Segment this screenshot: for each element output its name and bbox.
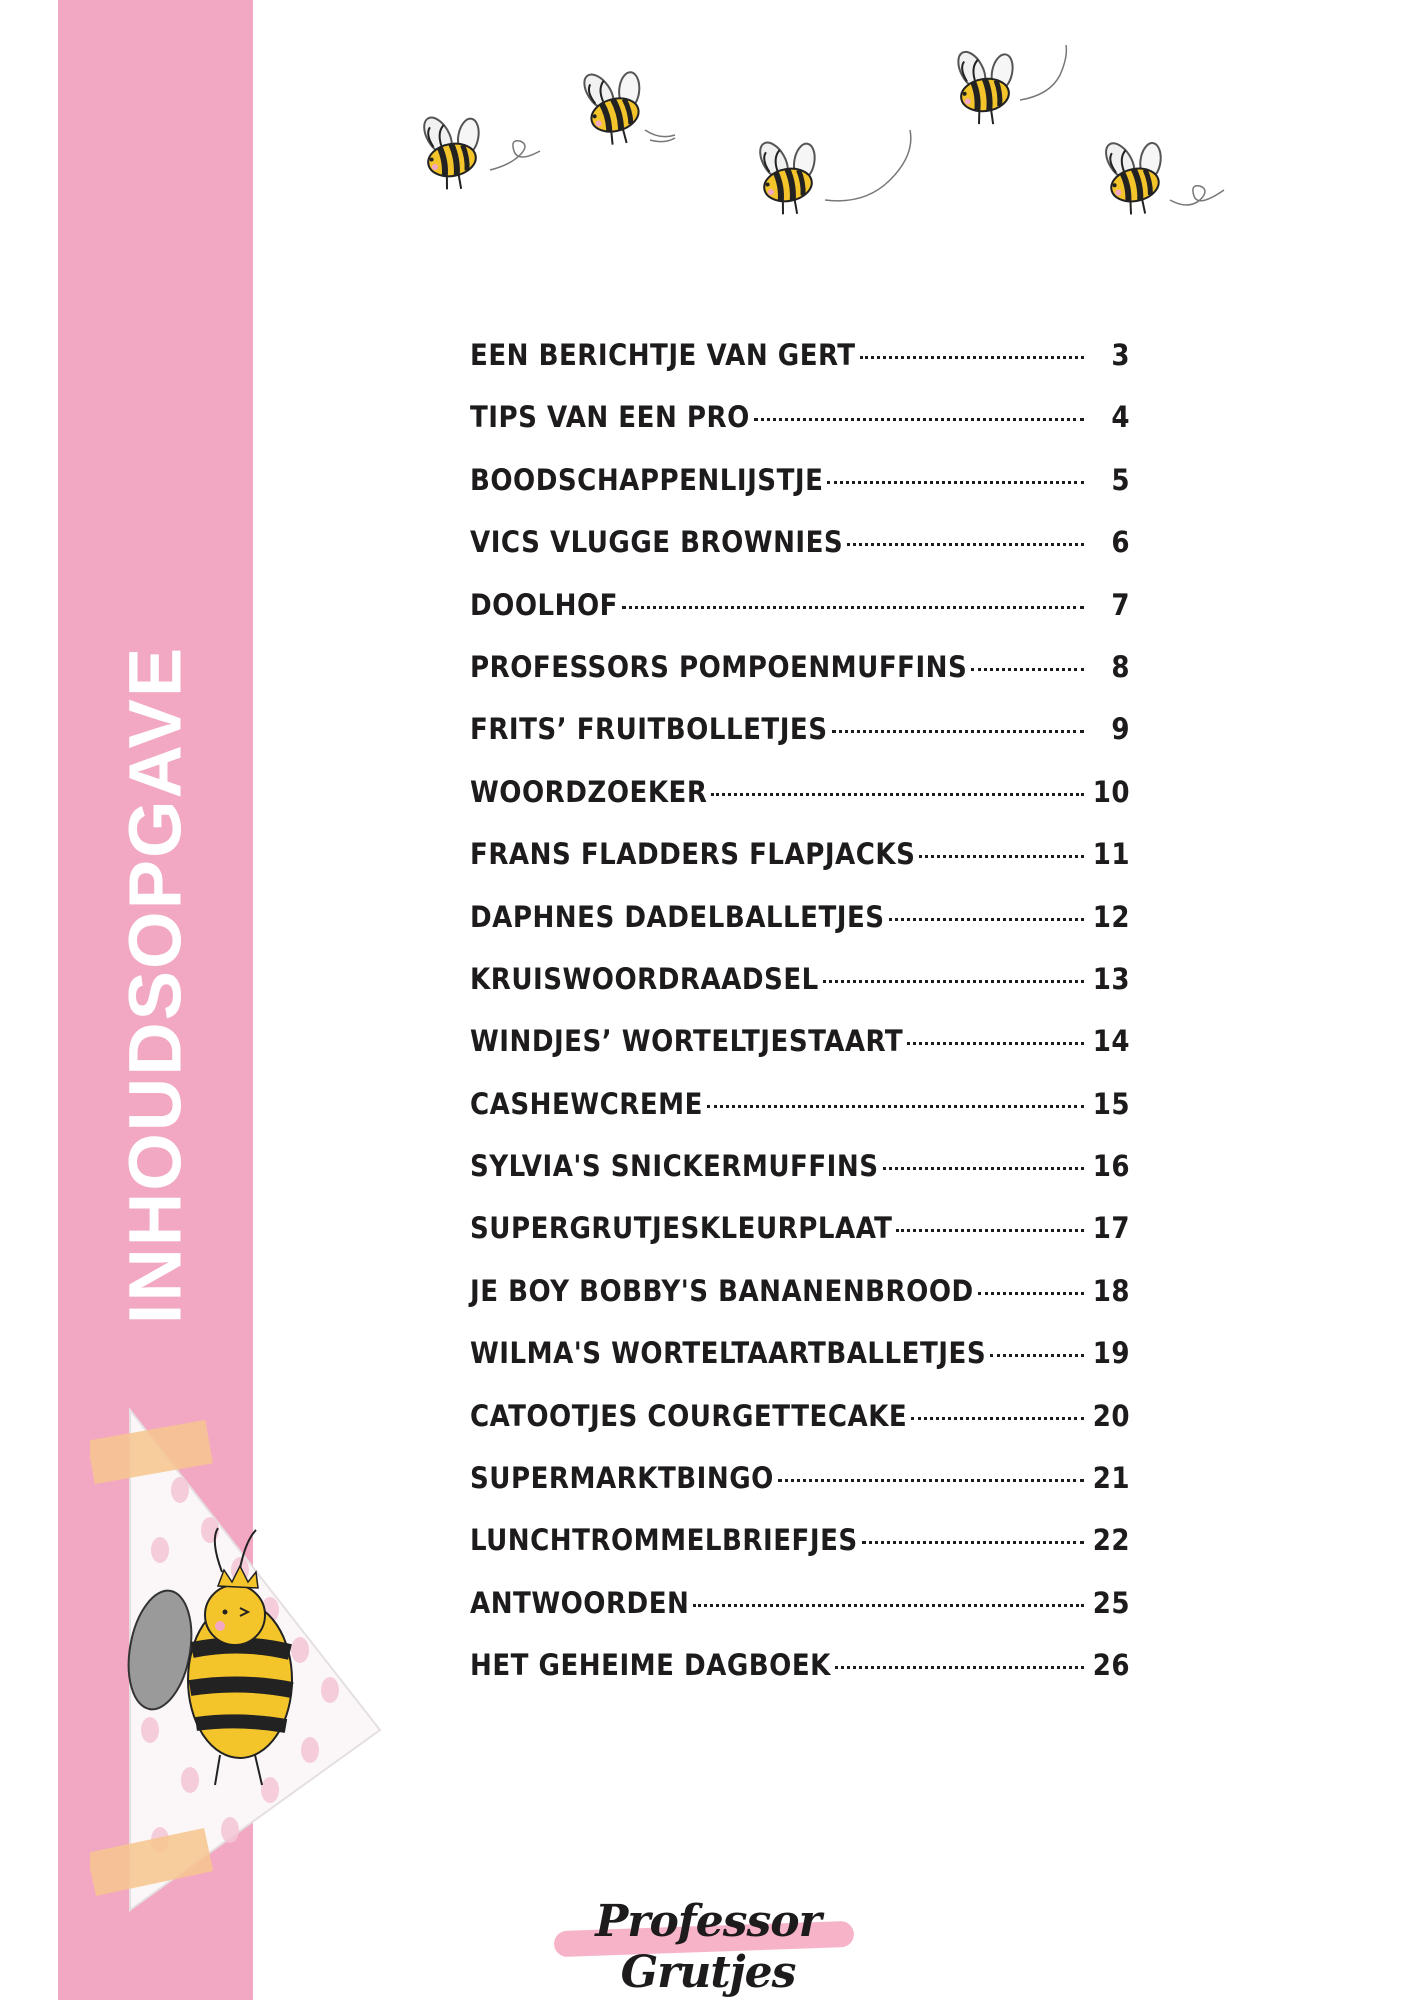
toc-entry-title: JE BOY BOBBY'S BANANENBROOD [470, 1273, 974, 1308]
toc-leader-dots [827, 481, 1084, 484]
toc-leader-dots [971, 668, 1084, 671]
toc-entry-page: 9 [1111, 712, 1130, 747]
toc-entry-title: CASHEWCREME [470, 1086, 703, 1121]
toc-entry[interactable] [470, 712, 1130, 774]
toc-entry-title: LUNCHTROMMELBRIEFJES [470, 1523, 858, 1558]
toc-entry-title: SYLVIA'S SNICKERMUFFINS [470, 1149, 879, 1184]
toc-entry[interactable] [470, 1586, 1130, 1648]
toc-entry-page: 15 [1092, 1086, 1130, 1121]
toc-leader-dots [911, 1417, 1084, 1420]
toc-entry[interactable] [470, 900, 1130, 962]
toc-entry-title: FRITS’ FRUITBOLLETJES [470, 712, 828, 747]
page-title: INHOUDSOPGAVE [113, 645, 197, 1325]
toc-entry-page: 26 [1092, 1648, 1130, 1683]
toc-leader-dots [919, 855, 1084, 858]
queen-bee-note-illustration [90, 1400, 410, 1920]
toc-entry-title: TIPS VAN EEN PRO [470, 400, 750, 435]
brand-name: Professor Grutjes [595, 1896, 821, 1998]
toc-leader-dots [754, 418, 1084, 421]
toc-entry[interactable] [470, 525, 1130, 587]
toc-entry-title: VICS VLUGGE BROWNIES [470, 525, 844, 560]
toc-entry[interactable] [470, 463, 1130, 525]
toc-leader-dots [978, 1292, 1084, 1295]
toc-entry-page: 10 [1092, 774, 1130, 809]
toc-entry[interactable] [470, 400, 1130, 462]
toc-leader-dots [883, 1167, 1085, 1170]
toc-entry[interactable] [470, 1211, 1130, 1273]
toc-entry-page: 14 [1092, 1024, 1130, 1059]
toc-leader-dots [990, 1354, 1084, 1357]
toc-entry[interactable] [470, 1648, 1130, 1710]
toc-entry-title: PROFESSORS POMPOENMUFFINS [470, 649, 968, 684]
toc-leader-dots [860, 356, 1084, 359]
toc-leader-dots [889, 918, 1084, 921]
toc-entry[interactable] [470, 338, 1130, 400]
toc-entry-title: DAPHNES DADELBALLETJES [470, 899, 885, 934]
toc-entry-title: SUPERGRUTJESKLEURPLAAT [470, 1211, 893, 1246]
toc-entry[interactable] [470, 837, 1130, 899]
toc-leader-dots [778, 1479, 1084, 1482]
toc-entry-title: CATOOTJES COURGETTECAKE [470, 1398, 908, 1433]
toc-entry[interactable] [470, 1087, 1130, 1149]
toc-entry-title: WINDJES’ WORTELTJESTAART [470, 1024, 904, 1059]
toc-entry-title: BOODSCHAPPENLIJSTJE [470, 462, 824, 497]
toc-entry[interactable] [470, 1336, 1130, 1398]
toc-leader-dots [907, 1042, 1084, 1045]
toc-entry[interactable] [470, 775, 1130, 837]
toc-entry-page: 17 [1092, 1211, 1130, 1246]
toc-entry[interactable] [470, 1399, 1130, 1461]
toc-entry-title: KRUISWOORDRAADSEL [470, 961, 819, 996]
toc-entry-page: 6 [1111, 525, 1130, 560]
toc-entry-page: 19 [1092, 1336, 1130, 1371]
toc-entry[interactable] [470, 962, 1130, 1024]
toc-entry-page: 7 [1111, 587, 1130, 622]
toc-entry[interactable] [470, 1274, 1130, 1336]
toc-entry-page: 5 [1111, 462, 1130, 497]
toc-entry-title: FRANS FLADDERS FLAPJACKS [470, 837, 916, 872]
toc-leader-dots [862, 1541, 1084, 1544]
toc-entry[interactable] [470, 1461, 1130, 1523]
toc-entry-page: 3 [1111, 338, 1130, 372]
toc-entry-title: EEN BERICHTJE VAN GERT [470, 338, 856, 372]
toc-leader-dots [711, 793, 1084, 796]
brand-logo [548, 1890, 868, 1998]
toc-leader-dots [693, 1604, 1084, 1607]
toc-leader-dots [707, 1105, 1084, 1108]
toc-entry-title: ANTWOORDEN [470, 1585, 690, 1620]
toc-leader-dots [832, 730, 1084, 733]
table-of-contents [470, 338, 1130, 1711]
flying-bees-illustration [400, 20, 1260, 260]
toc-entry-title: HET GEHEIME DAGBOEK [470, 1648, 831, 1683]
toc-entry-page: 18 [1092, 1273, 1130, 1308]
toc-entry[interactable] [470, 1149, 1130, 1211]
toc-leader-dots [835, 1666, 1084, 1669]
toc-leader-dots [896, 1229, 1084, 1232]
toc-entry-page: 8 [1111, 649, 1130, 684]
toc-leader-dots [847, 543, 1084, 546]
toc-entry[interactable] [470, 1024, 1130, 1086]
toc-entry-title: WILMA'S WORTELTAARTBALLETJES [470, 1336, 987, 1371]
toc-entry-title: WOORDZOEKER [470, 774, 708, 809]
toc-entry-page: 4 [1111, 400, 1130, 435]
toc-entry[interactable] [470, 588, 1130, 650]
toc-leader-dots [622, 606, 1084, 609]
toc-entry-title: SUPERMARKTBINGO [470, 1461, 774, 1496]
toc-leader-dots [823, 980, 1084, 983]
toc-entry-page: 12 [1092, 899, 1130, 934]
toc-entry-page: 13 [1092, 961, 1130, 996]
toc-entry-page: 25 [1092, 1585, 1130, 1620]
toc-entry-page: 20 [1092, 1398, 1130, 1433]
toc-entry-title: DOOLHOF [470, 587, 618, 622]
toc-entry-page: 11 [1092, 837, 1130, 872]
toc-entry[interactable] [470, 650, 1130, 712]
toc-entry-page: 21 [1092, 1461, 1130, 1496]
toc-entry-page: 16 [1092, 1149, 1130, 1184]
toc-entry-page: 22 [1092, 1523, 1130, 1558]
toc-entry[interactable] [470, 1523, 1130, 1585]
